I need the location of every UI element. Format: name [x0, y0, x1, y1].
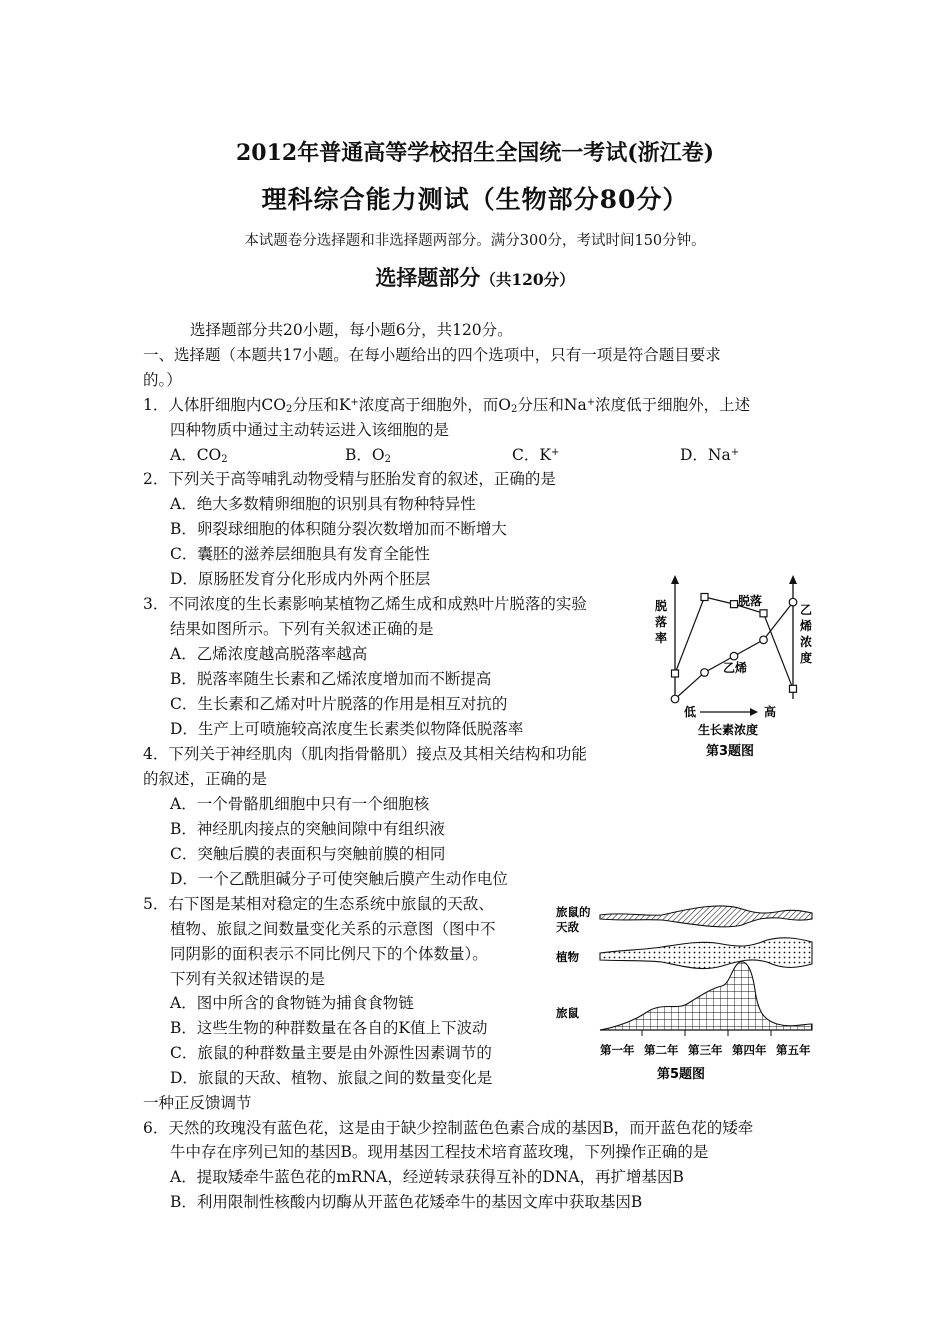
exam-subtitle: 理科综合能力测试（生物部分80分） — [261, 185, 689, 214]
q5-band-plant — [600, 938, 812, 969]
q1-t2: 2 — [285, 404, 293, 415]
q3-point-abscission-1 — [701, 594, 708, 601]
q5-year-1: 第一年 — [600, 1043, 635, 1057]
section-note: 选择题部分共20小题，每小题6分，共120分。 — [190, 321, 513, 339]
q1-stem-line2: 四种物质中通过主动转运进入该细胞的是 — [170, 421, 450, 439]
q6-option-a: A．提取矮牵牛蓝色花的mRNA，经逆转录获得互补的DNA，再扩增基因B — [170, 1168, 684, 1186]
q3-xlabel: 生长素浓度 — [698, 723, 759, 737]
q1-d-text: D．Na — [680, 446, 731, 464]
q3-stem-line2: 结果如图所示。下列有关叙述正确的是 — [170, 620, 434, 638]
q2-option-a: A．绝大多数精卵细胞的识别具有物种特异性 — [170, 495, 476, 513]
section-score: （共120分） — [480, 270, 575, 289]
q1-t7: 分压和Na — [517, 396, 587, 414]
q5-stem-line1: 5．右下图是某相对稳定的生态系统中旅鼠的天敌、 — [143, 895, 494, 913]
q1-t6: 2 — [511, 404, 518, 415]
q5-option-d: D．旅鼠的天敌、植物、旅鼠之间的数量变化是 — [170, 1069, 493, 1087]
q3-point-ethylene-3 — [760, 636, 768, 644]
q3-label-abscission: 脱落 — [738, 594, 763, 608]
q1-b-sub: 2 — [384, 454, 391, 465]
q2-option-c: C．囊胚的滋养层细胞具有发育全能性 — [170, 545, 430, 563]
q3-chart — [650, 572, 830, 772]
q3-point-ethylene-4 — [789, 598, 797, 606]
section-title-text: 选择题部分 — [375, 265, 481, 290]
q3-ylabel-left: 脱落率 — [655, 599, 668, 645]
q1-a-sub: 2 — [221, 454, 228, 465]
q3-stem-line1: 3．不同浓度的生长素影响某植物乙烯生成和成熟叶片脱落的实验 — [143, 595, 587, 613]
q1-option-c — [512, 443, 559, 465]
q1-t3: 分压和K — [292, 396, 351, 414]
q5-label-predator-2: 天敌 — [556, 920, 579, 934]
q3-axis-right-arrow — [789, 575, 797, 584]
q3-ylabel-right: 乙烯浓度 — [800, 603, 813, 665]
part1-heading-line2: 的。） — [143, 371, 182, 389]
q5-label-plant: 植物 — [556, 950, 579, 964]
q1-t5: 浓度高于细胞外，而O — [358, 396, 512, 414]
q5-label-predator-1: 旅鼠的 — [556, 905, 591, 919]
q3-point-ethylene-2 — [730, 652, 738, 660]
q3-label-ethylene: 乙烯 — [723, 661, 748, 675]
q1-t4: + — [350, 397, 359, 408]
q1-t1: 1．人体肝细胞内CO — [143, 396, 286, 414]
q3-point-abscission-4 — [790, 685, 797, 692]
q3-point-abscission-0 — [672, 670, 679, 677]
q5-option-c: C．旅鼠的种群数量主要是由外源性因素调节的 — [170, 1044, 492, 1062]
q3-xtick-low: 低 — [684, 705, 697, 719]
q3-point-abscission-2 — [731, 601, 738, 608]
q4-option-a: A．一个骨骼肌细胞中只有一个细胞核 — [170, 795, 430, 813]
q1-t8: + — [586, 397, 596, 408]
q5-caption: 第5题图 — [657, 1067, 706, 1082]
q3-axis-left-arrow — [671, 575, 679, 584]
q5-option-a: A．图中所含的食物链为捕食食物链 — [170, 994, 414, 1012]
q6-option-b: B．利用限制性核酸内切酶从开蓝色花矮牵牛的基因文库中获取基因B — [170, 1193, 643, 1211]
q4-stem-line1: 4．下列关于神经肌肉（肌肉指骨骼肌）接点及其相关结构和功能 — [143, 745, 587, 763]
q1-stem-line1 — [143, 393, 750, 415]
q3-point-ethylene-0 — [671, 695, 679, 703]
q3-point-abscission-3 — [760, 610, 767, 617]
q5-stem-line3: 同阴影的面积表示不同比例尺下的个体数量）。 — [170, 945, 488, 963]
q5-band-predator — [600, 906, 812, 927]
q4-option-d: D．一个乙酰胆碱分子可使突触后膜产生动作电位 — [170, 870, 508, 888]
q6-stem-line2: 牛中存在序列已知的基因B。现用基因工程技术培育蓝玫瑰，下列操作正确的是 — [170, 1143, 709, 1161]
q1-c-sup: + — [550, 447, 560, 458]
q1-c-text: C．K — [512, 446, 551, 464]
q5-year-3: 第三年 — [688, 1043, 723, 1057]
q5-year-4: 第四年 — [732, 1043, 767, 1057]
q3-option-b: B．脱落率随生长素和乙烯浓度增加而不断提高 — [170, 670, 492, 688]
q3-option-c: C．生长素和乙烯对叶片脱落的作用是相互对抗的 — [170, 695, 508, 713]
q2-option-b: B．卵裂球细胞的体积随分裂次数增加而不断增大 — [170, 520, 507, 538]
q5-stem-line4: 下列有关叙述错误的是 — [170, 970, 326, 988]
q1-t9: 浓度低于细胞外，上述 — [595, 396, 751, 414]
q5-stem-tail: 一种正反馈调节 — [143, 1094, 252, 1112]
q1-b-text: B．O — [345, 446, 385, 464]
q4-option-b: B．神经肌肉接点的突触间隙中有组织液 — [170, 820, 445, 838]
q3-series-abscission-line — [675, 597, 793, 689]
exam-intro: 本试题卷分选择题和非选择题两部分。满分300分，考试时间150分钟。 — [244, 233, 706, 249]
q5-figure — [552, 900, 827, 1088]
q5-stem-line2: 植物、旅鼠之间数量变化关系的示意图（图中不 — [170, 920, 496, 938]
q3-series-ethylene-line — [675, 602, 793, 699]
q5-option-b: B．这些生物的种群数量在各自的K值上下波动 — [170, 1019, 488, 1037]
part1-heading-line1: 一、选择题（本题共17小题。在每小题给出的四个选项中，只有一项是符合题目要求 — [143, 346, 721, 364]
q3-point-ethylene-1 — [701, 669, 709, 677]
q1-option-b — [345, 443, 391, 465]
q6-stem-line1: 6．天然的玫瑰没有蓝色花，这是由于缺少控制蓝色色素合成的基因B，而开蓝色花的矮牵 — [143, 1119, 754, 1137]
exam-title: 2012年普通高等学校招生全国统一考试(浙江卷) — [235, 140, 715, 166]
q3-x-arrow-head — [750, 708, 758, 716]
q1-option-a — [170, 443, 228, 465]
q4-option-c: C．突触后膜的表面积与突触前膜的相同 — [170, 845, 446, 863]
q5-band-lemming — [600, 962, 812, 1030]
q3-option-a: A．乙烯浓度越高脱落率越高 — [170, 645, 368, 663]
q5-year-2: 第二年 — [644, 1043, 679, 1057]
q1-d-sup: + — [730, 447, 740, 458]
section-title — [0, 262, 950, 292]
q5-year-5: 第五年 — [776, 1043, 811, 1057]
q1-option-d — [680, 443, 739, 465]
q1-a-text: A．CO — [170, 446, 222, 464]
q3-caption: 第3题图 — [706, 744, 755, 759]
q5-label-lemming: 旅鼠 — [556, 1006, 579, 1020]
q3-option-d: D．生产上可喷施较高浓度生长素类似物降低脱落率 — [170, 720, 524, 738]
q4-stem-line2: 的叙述，正确的是 — [143, 770, 268, 788]
q2-option-d: D．原肠胚发育分化形成内外两个胚层 — [170, 570, 431, 588]
q2-stem: 2．下列关于高等哺乳动物受精与胚胎发育的叙述，正确的是 — [143, 470, 556, 488]
q3-xtick-high: 高 — [764, 705, 777, 719]
